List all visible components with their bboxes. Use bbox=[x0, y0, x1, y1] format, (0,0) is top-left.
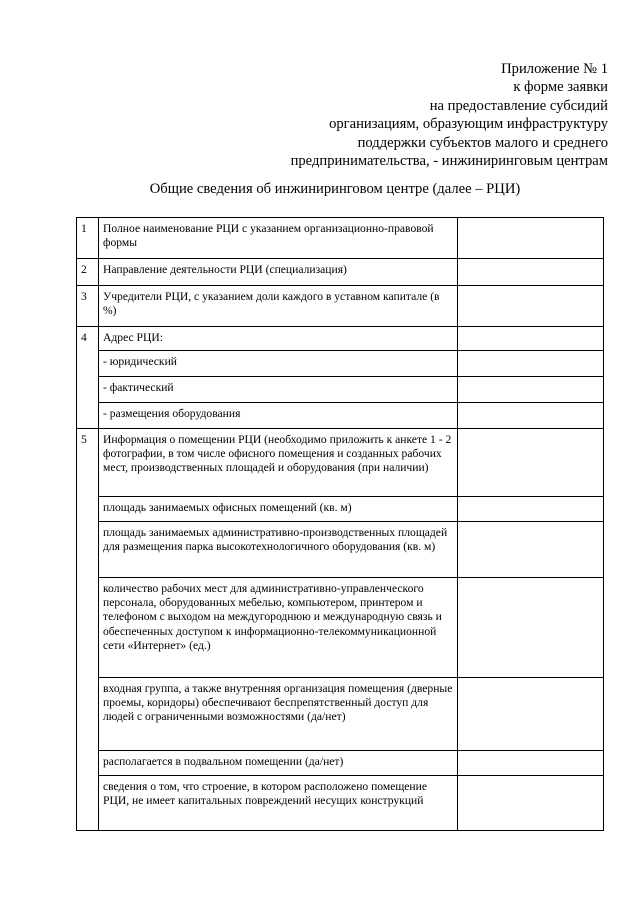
document-title: Общие сведения об инжиниринговом центре (далее – РЦИ) bbox=[149, 181, 521, 197]
row-value-cell[interactable] bbox=[458, 776, 604, 831]
row-label: - юридический bbox=[99, 351, 458, 377]
table-row bbox=[77, 497, 604, 522]
row-label: располагается в подвальном помещении (да/нет) bbox=[99, 751, 458, 776]
row-label: Направление деятельности РЦИ (специализация) bbox=[99, 259, 458, 286]
row-label: - фактический bbox=[99, 377, 458, 403]
row-value-cell[interactable] bbox=[458, 351, 604, 377]
row-value-cell[interactable] bbox=[458, 286, 604, 327]
appendix-line: организациям, образующим инфраструктуру bbox=[329, 116, 608, 133]
appendix-line: на предоставление субсидий bbox=[429, 97, 608, 114]
row-number: 1 bbox=[77, 218, 99, 259]
table-row bbox=[77, 327, 604, 351]
table-row bbox=[77, 259, 604, 286]
row-label: сведения о том, что строение, в котором расположено помещение РЦИ, не имеет капитальных повреждений несущих конструкций bbox=[99, 776, 458, 831]
appendix-line: предпринимательства, - инжиниринговым центрам bbox=[290, 153, 608, 170]
row-number: 4 bbox=[77, 327, 99, 429]
row-value-cell[interactable] bbox=[458, 497, 604, 522]
row-value-cell[interactable] bbox=[458, 678, 604, 751]
appendix-line: Приложение № 1 bbox=[501, 61, 608, 77]
row-value-cell[interactable] bbox=[458, 259, 604, 286]
row-value-cell[interactable] bbox=[458, 327, 604, 351]
row-value-cell[interactable] bbox=[458, 522, 604, 578]
table-row bbox=[77, 522, 604, 578]
table-row bbox=[77, 286, 604, 327]
row-value-cell[interactable] bbox=[458, 578, 604, 678]
table-row bbox=[77, 751, 604, 776]
table-row bbox=[77, 578, 604, 678]
table-row bbox=[77, 377, 604, 403]
table-row bbox=[77, 351, 604, 377]
row-label: Адрес РЦИ: bbox=[99, 327, 458, 351]
row-number: 2 bbox=[77, 259, 99, 286]
appendix-line: поддержки субъектов малого и среднего bbox=[357, 134, 608, 151]
table-row bbox=[77, 429, 604, 497]
table-row bbox=[77, 776, 604, 831]
row-label: Информация о помещении РЦИ (необходимо приложить к анкете 1 - 2 фотографии, в том числе офисного помещения и созданных рабочих мест, производственных площадей и оборудования (при наличии) bbox=[99, 429, 458, 497]
row-label: Полное наименование РЦИ с указанием организационно-правовой формы bbox=[99, 218, 458, 259]
row-label: входная группа, а также внутренняя организация помещения (дверные проемы, коридоры) обеспечивают беспрепятственный доступ для людей с ограниченными возможностями (да/нет) bbox=[99, 678, 458, 751]
row-number: 5 bbox=[77, 429, 99, 831]
row-value-cell[interactable] bbox=[458, 403, 604, 429]
row-label: количество рабочих мест для административно-управленческого персонала, оборудованных мебелью, компьютером, принтером и телефоном с выходом на междугороднюю и международную связь и обеспеченных доступом к информационно-телекоммуникационной сети «Интернет» (ед.) bbox=[99, 578, 458, 678]
info-table bbox=[76, 217, 604, 831]
table-row bbox=[77, 403, 604, 429]
table-row bbox=[77, 218, 604, 259]
row-value-cell[interactable] bbox=[458, 751, 604, 776]
row-label: площадь занимаемых офисных помещений (кв. м) bbox=[99, 497, 458, 522]
row-label: - размещения оборудования bbox=[99, 403, 458, 429]
row-value-cell[interactable] bbox=[458, 429, 604, 497]
appendix-header bbox=[188, 60, 608, 170]
row-label: Учредители РЦИ, с указанием доли каждого в уставном капитале (в %) bbox=[99, 286, 458, 327]
table-row bbox=[77, 678, 604, 751]
row-label: площадь занимаемых административно-производственных площадей для размещения парка высокотехнологичного оборудования (кв. м) bbox=[99, 522, 458, 578]
row-value-cell[interactable] bbox=[458, 218, 604, 259]
appendix-line: к форме заявки bbox=[513, 79, 608, 96]
row-number: 3 bbox=[77, 286, 99, 327]
row-value-cell[interactable] bbox=[458, 377, 604, 403]
